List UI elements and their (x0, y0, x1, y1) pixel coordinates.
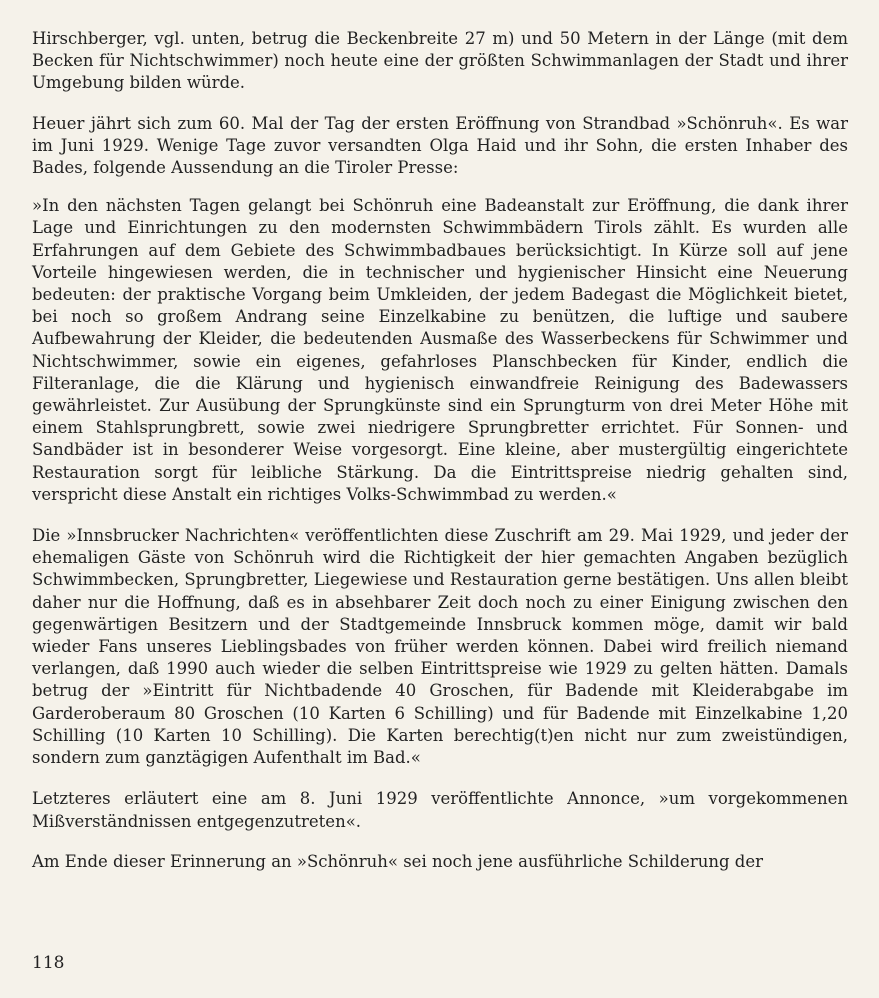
paragraph-5: Letzteres erläutert eine am 8. Juni 1929 veröffentlichte Annonce, »um vorgekommenen Mißverständnissen entgegenzutreten«. (32, 789, 848, 831)
paragraph-3-quote: »In den nächsten Tagen gelangt bei Schönruh eine Badeanstalt zur Eröffnung, die dank ihrer Lage und Einrichtungen zu den modernsten Schwimmbädern Tirols zählt. Es wurden alle Erfahrungen auf dem Gebiete des Schwimmbadbaues berücksichtigt. In Kürze soll auf jene Vorteile hingewiesen werden, die in technischer und hygienischer Hinsicht eine Neuerung bedeuten: der praktische Vorgang beim Umkleiden, der jedem Badegast die Möglichkeit bietet, bei noch so großem Andrang seine Einzelkabine zu benützen, die luftige und saubere Aufbewahrung der Kleider, die bedeutenden Ausmaße des Wasserbeckens für Schwimmer und Nichtschwimmer, sowie ein eigenes, gefahrloses Planschbecken für Kinder, endlich die Filteranlage, die die Klärung und hygienisch einwandfreie Reinigung des Badewassers gewährleistet. Zur Ausübung der Sprungkünste sind ein Sprungturm von drei Meter Höhe mit einem Stahlsprungbrett, sowie zwei niedrigere Sprungbretter errichtet. Für Sonnen- und Sandbäder ist in besonderer Weise vorgesorgt. Eine kleine, aber mustergültig eingerichtete Restauration sorgt für leibliche Stärkung. Da die Eintrittspreise niedrig gehalten sind, verspricht diese Anstalt ein richtiges Volks-Schwimmbad zu werden.« (32, 196, 848, 504)
paragraph-4: Die »Innsbrucker Nachrichten« veröffentlichten diese Zuschrift am 29. Mai 1929, und jeder der ehemaligen Gäste von Schönruh wird die Richtigkeit der hier gemachten Angaben bezüglich Schwimmbecken, Sprungbretter, Liegewiese und Restauration gerne bestätigen. Uns allen bleibt daher nur die Hoffnung, daß es in absehbarer Zeit doch noch zu einer Einigung zwischen den gegenwärtigen Besitzern und der Stadtgemeinde Innsbruck kommen möge, damit wir bald wieder Fans unseres Lieblingsbades von früher werden können. Dabei wird freilich niemand verlangen, daß 1990 auch wieder die selben Eintrittspreise wie 1929 zu gelten hätten. Damals betrug der »Eintritt für Nichtbadende 40 Groschen, für Badende mit Kleiderabgabe im Garderoberaum 80 Groschen (10 Karten 6 Schilling) und für Badende mit Einzelkabine 1,20 Schilling (10 Karten 10 Schilling). Die Karten berechtig(t)en nicht nur zum zweistündigen, sondern zum ganztägigen Aufenthalt im Bad.« (32, 526, 848, 768)
paragraph-1: Hirschberger, vgl. unten, betrug die Beckenbreite 27 m) und 50 Metern in der Länge (mit dem Becken für Nichtschwimmer) noch heute eine der größten Schwimmanlagen der Stadt und ihrer Umgebung bilden würde. (32, 29, 848, 93)
page-number: 118 (32, 953, 65, 973)
paragraph-2: Heuer jährt sich zum 60. Mal der Tag der ersten Eröffnung von Strandbad »Schönruh«. Es war im Juni 1929. Wenige Tage zuvor versandten Olga Haid und ihr Sohn, die ersten Inhaber des Bades, folgende Aussendung an die Tiroler Presse: (32, 113, 848, 178)
paragraph-6: Am Ende dieser Erinnerung an »Schönruh« sei noch jene ausführliche Schilderung der (32, 851, 763, 871)
page-body (32, 28, 848, 893)
